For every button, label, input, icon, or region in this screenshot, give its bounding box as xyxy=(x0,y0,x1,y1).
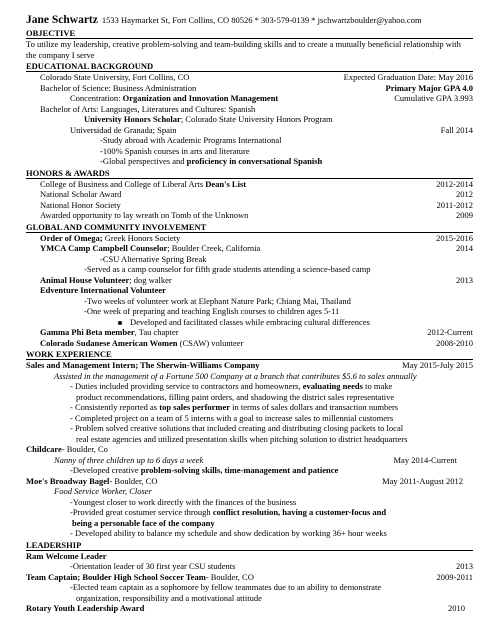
ymca-date: 2014 xyxy=(456,243,473,253)
edventure-detail-1: -Two weeks of volunteer work at Elephant Nature Park; Chiang Mai, Thailand xyxy=(84,295,351,306)
section-heading-leadership: LEADERSHIP xyxy=(26,540,473,551)
school-name: Colorado State University, Fort Collins, CO xyxy=(40,72,190,82)
major-gpa: Primary Major GPA 4.0 xyxy=(385,82,473,93)
section-heading-education: EDUCATIONAL BACKGROUND xyxy=(26,61,473,72)
sw-duty-1-bold: evaluating needs xyxy=(302,381,363,391)
sherwin-williams-duty-4: - Problem solved creative solutions that included creating and distributing closing packets to local xyxy=(70,423,404,433)
rotary-date: 2010 xyxy=(448,603,465,613)
team-captain-location: - Boulder, CO xyxy=(205,571,254,582)
sw-duty-2-pre: - Consistently reported as xyxy=(70,402,160,412)
edventure-title: Edventure International Volunteer xyxy=(40,285,166,295)
moes-duty-1: -Youngest closer to work directly with the finances of the business xyxy=(70,496,297,507)
animal-house-title: Animal House Volunteer xyxy=(40,274,130,285)
childcare-desc-row xyxy=(26,455,473,466)
honor-date: 2011-2012 xyxy=(436,199,473,210)
sherwin-williams-date: May 2015-July 2015 xyxy=(402,360,473,370)
leadership-rotary xyxy=(26,603,473,614)
ymca-detail-2: -Served as a camp counselor for fifth grade students attending a science-based camp xyxy=(84,264,371,274)
resume-page xyxy=(26,12,473,614)
moes-location: - Boulder, CO xyxy=(109,475,158,486)
education-honors-scholar xyxy=(26,114,473,125)
education-concentration xyxy=(26,93,473,104)
honor-item xyxy=(26,200,473,211)
sherwin-williams-desc: Assisted in the management of a Fortune 500 Company at a branch that contributes $5.6 to sales annually xyxy=(54,370,417,381)
ram-welcome-date: 2013 xyxy=(456,561,473,571)
education-granada xyxy=(26,125,473,136)
honors-scholar-rest: ; Colorado State University Honors Program xyxy=(180,114,333,124)
abroad-detail-3-bold: proficiency in conversational Spanish xyxy=(186,156,323,166)
honor-bold: Dean's List xyxy=(205,178,247,189)
section-heading-involvement: GLOBAL AND COMMUNITY INVOLVEMENT xyxy=(26,222,473,233)
moes-duty-3: - Developed ability to balance my schedule and show dedication by working 36+ hour weeks xyxy=(70,528,387,538)
ram-welcome-text: -Orientation leader of 30 first year CSU students xyxy=(70,561,236,571)
omega-date: 2015-2016 xyxy=(436,232,473,243)
sw-duty-2-bold: top sales performer xyxy=(159,402,231,412)
work-moes xyxy=(26,476,473,487)
cumulative-gpa: Cumulative GPA 3.993 xyxy=(394,93,473,103)
bullet-icon xyxy=(118,321,122,325)
csaw-rest: (CSAW) volunteer xyxy=(177,337,244,348)
ymca-title: YMCA Camp Campbell Counselor xyxy=(40,243,168,253)
objective-text: To utilize my leadership, creative problem-solving and team-building skills and to create a mutually beneficial relationship with the company I serve xyxy=(26,39,461,60)
work-sherwin-williams xyxy=(26,360,473,371)
team-captain-title: Team Captain; Boulder High School Soccer Team xyxy=(26,571,206,582)
childcare-desc: Nanny of three children up to 6 days a week xyxy=(54,454,204,465)
honor-text: College of Business and College of Liberal Arts xyxy=(40,178,206,189)
honors-scholar-label: University Honors Scholar xyxy=(84,114,181,124)
childcare-duty-1 xyxy=(26,465,473,476)
sherwin-williams-title: Sales and Management Intern; The Sherwin-Williams Company xyxy=(26,360,260,370)
section-heading-honors: HONORS & AWARDS xyxy=(26,168,473,179)
moes-duty-2-cont: being a personable face of the company xyxy=(72,517,215,528)
abroad-detail-3-pre: -Global perspectives and xyxy=(100,156,187,166)
ymca-detail-1: -CSU Alternative Spring Break xyxy=(100,253,207,264)
involvement-csaw xyxy=(26,338,473,349)
abroad-detail-2: -100% Spanish courses in arts and literature xyxy=(100,145,250,156)
team-captain-detail: -Elected team captain as a sophomore by fellow teammates due to an ability to demonstrate xyxy=(70,582,382,592)
honor-text: Awarded opportunity to lay wreath on Tomb of the Unknown xyxy=(40,210,249,220)
childcare-date: May 2014-Current xyxy=(393,454,457,465)
sherwin-williams-duty-1-cont: product recommendations, filling paint orders, and shadowing the district sales representative xyxy=(76,391,395,402)
education-degree-2: Bachelor of Arts: Languages, Literatures and Cultures: Spanish xyxy=(40,103,256,114)
childcare-title: Childcare xyxy=(26,444,62,454)
involvement-ymca xyxy=(26,243,473,254)
honor-item xyxy=(26,210,473,221)
moes-desc: Food Service Worker, Closer xyxy=(54,486,152,496)
moes-duty-2-bold: conflict resolution, having a customer-focus and xyxy=(212,507,387,517)
gamma-rest: , Tau chapter xyxy=(134,327,179,337)
honor-item xyxy=(26,179,473,190)
childcare-duty-bold: problem-solving skills, time-management and patience xyxy=(140,465,339,475)
team-captain-detail-cont: organization, responsibility and a motivational attitude xyxy=(76,592,262,603)
ram-welcome-detail xyxy=(26,561,473,572)
concentration-label: Concentration: xyxy=(70,93,123,103)
sw-duty-2-post: in terms of sales dollars and transaction numbers xyxy=(230,402,399,412)
applicant-name: Jane Schwartz xyxy=(26,14,98,26)
edventure-detail-3-text: Developed and facilitated classes while embracing cultural differences xyxy=(130,316,370,327)
edventure-detail-2: -One week of preparing and teaching English courses to children ages 5-11 xyxy=(84,306,340,316)
leadership-team-captain xyxy=(26,572,473,583)
honor-text: National Scholar Award xyxy=(40,189,122,199)
sherwin-williams-duty-2 xyxy=(26,402,473,413)
moes-duty-2-pre: -Provided great costumer service through xyxy=(70,507,213,517)
education-degree-1 xyxy=(26,83,473,94)
honor-text: National Honor Society xyxy=(40,199,121,210)
contact-info: 1533 Haymarket St, Fort Collins, CO 80526 * 303-579-0139 * jschwartzboulder@yahoo.com xyxy=(101,15,422,25)
csaw-date: 2008-2010 xyxy=(436,337,473,348)
edventure-detail-3 xyxy=(26,317,473,328)
omega-rest: Greek Honors Society xyxy=(102,232,181,243)
resume-header xyxy=(26,12,473,27)
sw-duty-1-pre: - Duties included providing service to contractors and homeowners, xyxy=(70,381,303,391)
section-heading-objective: OBJECTIVE xyxy=(26,28,473,39)
sherwin-williams-duty-4-cont: real estate agencies and utilized presentation skills when pitching solution to district headquarters xyxy=(76,433,408,444)
honor-date: 2012-2014 xyxy=(436,178,473,189)
omega-title: Order of Omega; xyxy=(40,232,103,243)
sherwin-williams-duty-3: - Completed project on a team of 5 interns with a goal to increase sales to millennial customers xyxy=(70,412,394,423)
animal-house-rest: ; dog walker xyxy=(129,274,172,285)
abroad-detail-1: -Study abroad with Academic Programs International xyxy=(100,135,282,145)
involvement-omega xyxy=(26,233,473,244)
childcare-location: - Boulder, Co xyxy=(61,444,108,454)
honor-item xyxy=(26,189,473,200)
involvement-gamma xyxy=(26,327,473,338)
granada-school: Universidad de Granada; Spain xyxy=(70,124,177,135)
ymca-rest: ; Boulder Creek, California xyxy=(167,243,261,253)
section-heading-work: WORK EXPERIENCE xyxy=(26,349,473,360)
gamma-date: 2012-Current xyxy=(427,327,473,337)
granada-date: Fall 2014 xyxy=(440,124,473,135)
involvement-animal-house xyxy=(26,275,473,286)
sw-duty-1-post: to make xyxy=(362,381,393,391)
gamma-title: Gamma Phi Beta member xyxy=(40,327,135,337)
abroad-detail-3 xyxy=(26,156,473,167)
honor-date: 2012 xyxy=(456,189,473,199)
moes-title: Moe's Broadway Bagel xyxy=(26,475,110,486)
leadership-ram-welcome: Ram Welcome Leader xyxy=(26,550,107,561)
childcare-duty-pre: -Developed creative xyxy=(70,465,141,475)
graduation-date: Expected Graduation Date: May 2016 xyxy=(343,72,473,82)
csaw-title: Colorado Sudanese American Women xyxy=(40,337,178,348)
animal-house-date: 2013 xyxy=(456,274,473,285)
moes-date: May 2011-August 2012 xyxy=(382,475,463,486)
honor-date: 2009 xyxy=(456,210,473,220)
concentration-value: Organization and Innovation Management xyxy=(122,93,279,103)
work-childcare xyxy=(26,444,473,455)
sherwin-williams-duty-1 xyxy=(26,381,473,392)
rotary-title: Rotary Youth Leadership Award xyxy=(26,603,145,613)
education-school xyxy=(26,72,473,83)
involvement-edventure xyxy=(26,285,473,296)
degree-business: Bachelor of Science: Business Administration xyxy=(40,82,197,93)
moes-duty-2 xyxy=(26,507,473,518)
team-captain-date: 2009-2011 xyxy=(436,571,473,582)
